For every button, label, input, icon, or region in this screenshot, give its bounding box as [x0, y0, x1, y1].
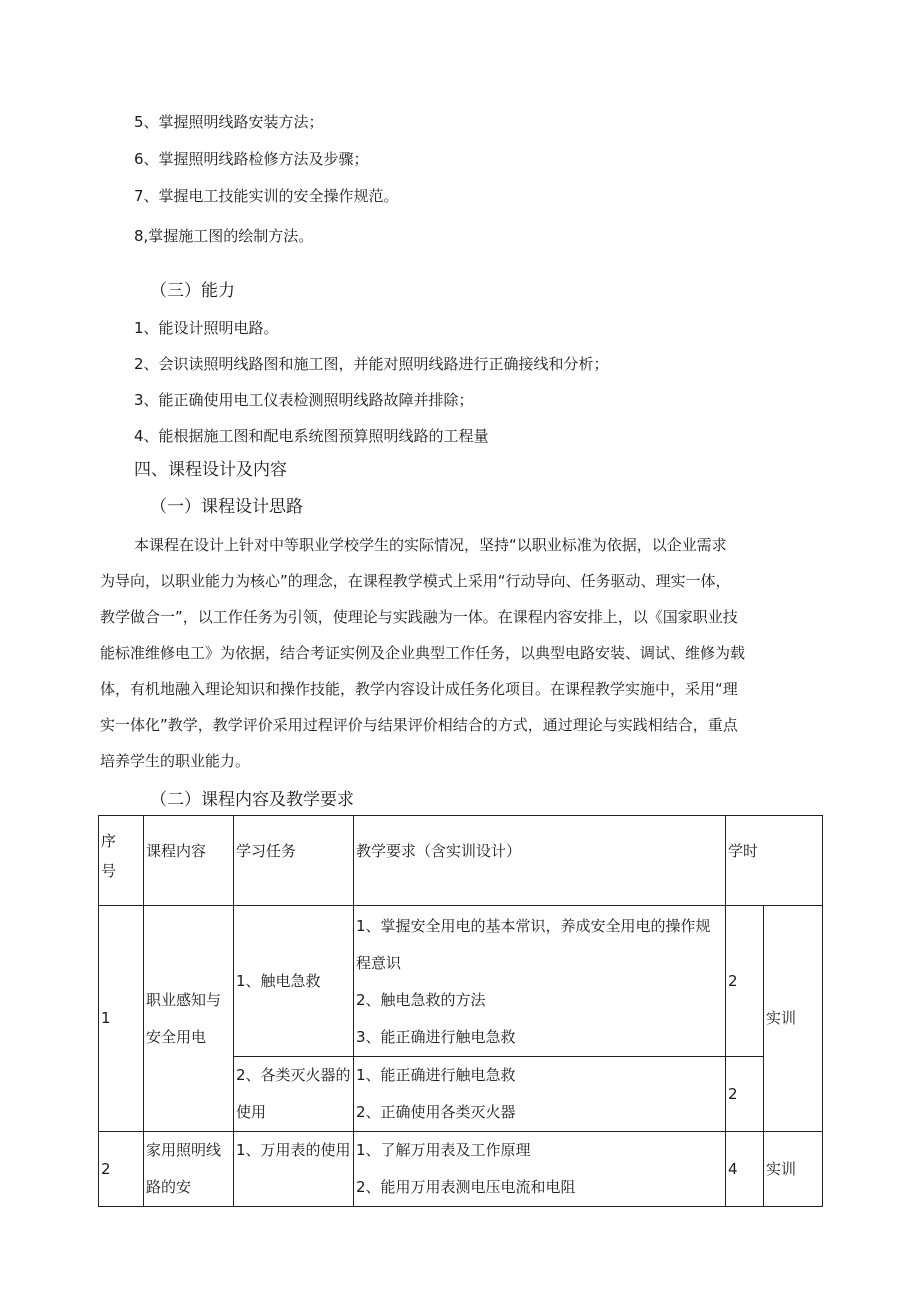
- knowledge-item-5: 5、掌握照明线路安装方法；: [134, 113, 324, 131]
- req-line: 1、能正确进行触电急救: [356, 1066, 516, 1084]
- row1-task1-name: 1、触电急救: [234, 906, 354, 1057]
- row1-type: 实训: [764, 906, 823, 1132]
- row1-task2-hours: 2: [726, 1057, 764, 1132]
- row1-task2-reqs: [354, 1057, 726, 1132]
- row2-type: 实训: [764, 1132, 823, 1207]
- header-requirement-label: 教学要求（含实训设计）: [356, 842, 522, 860]
- table-row: [99, 1132, 823, 1207]
- row2-task1-reqs: [354, 1132, 726, 1207]
- header-task-label: 学习任务: [236, 842, 297, 860]
- header-hours: [726, 816, 823, 906]
- para-line: 能标准维修电工》为依据，结合考证实例及企业典型工作任务，以典型电路安装、调试、维修为载: [100, 644, 746, 662]
- section4-heading: 四、课程设计及内容: [134, 460, 287, 480]
- para-line: 体，有机地融入理论知识和操作技能，教学内容设计成任务化项目。在课程教学实施中，采用“理: [100, 680, 738, 698]
- req-line: 2、触电急救的方法: [356, 991, 486, 1009]
- req-line: 1、掌握安全用电的基本常识，养成安全用电的操作规程意识: [356, 917, 711, 972]
- header-seq-line: 序: [101, 832, 117, 850]
- header-hours-label: 学时: [728, 842, 759, 860]
- ability-item-2: 2、会识读照明线路图和施工图，并能对照明线路进行正确接线和分析；: [134, 355, 609, 373]
- para-line: 培养学生的职业能力。: [100, 752, 251, 770]
- design-paragraph: [100, 527, 822, 779]
- para-line: 本课程在设计上针对中等职业学校学生的实际情况，坚持“以职业标准为依据，以企业需求: [134, 536, 727, 554]
- table-row: [99, 906, 823, 1057]
- header-content: [144, 816, 234, 906]
- header-seq-line: 号: [101, 862, 117, 880]
- knowledge-item-6: 6、掌握照明线路检修方法及步骤；: [134, 150, 369, 168]
- ability-item-1: 1、能设计照明电路。: [134, 319, 279, 337]
- content-requirements-heading: （二）课程内容及教学要求: [150, 790, 354, 810]
- knowledge-item-8: 8,掌握施工图的绘制方法。: [134, 227, 314, 245]
- row2-content: 家用照明线路的安: [144, 1132, 234, 1207]
- table-header-row: [99, 816, 823, 906]
- req-line: 1、了解万用表及工作原理: [356, 1141, 531, 1159]
- para-line: 教学做合一”，以工作任务为引领，使理论与实践融为一体。在课程内容安排上，以《国家职业技: [100, 608, 738, 626]
- header-task: [234, 816, 354, 906]
- ability-heading: （三）能力: [150, 281, 235, 301]
- req-line: 3、能正确进行触电急救: [356, 1028, 516, 1046]
- row2-task1-hours: 4: [726, 1132, 764, 1207]
- knowledge-item-7: 7、掌握电工技能实训的安全操作规范。: [134, 187, 399, 205]
- para-line: 实一体化”教学，教学评价采用过程评价与结果评价相结合的方式，通过理论与实践相结合，重点: [100, 716, 738, 734]
- row1-task2-name: 2、各类灭火器的使用: [234, 1057, 354, 1132]
- row1-seq: 1: [99, 906, 144, 1132]
- row2-task1-name: 1、万用表的使用: [234, 1132, 354, 1207]
- header-requirement: [354, 816, 726, 906]
- req-line: 2、正确使用各类灭火器: [356, 1103, 516, 1121]
- row1-content: 职业感知与安全用电: [144, 906, 234, 1132]
- design-idea-heading: （一）课程设计思路: [150, 497, 303, 517]
- header-content-label: 课程内容: [146, 842, 207, 860]
- row1-task1-hours: 2: [726, 906, 764, 1057]
- header-seq: [99, 816, 144, 906]
- req-line: 2、能用万用表测电压电流和电阻: [356, 1178, 576, 1196]
- row1-task1-reqs: [354, 906, 726, 1057]
- ability-item-4: 4、能根据施工图和配电系统图预算照明线路的工程量: [134, 427, 489, 445]
- row2-seq: 2: [99, 1132, 144, 1207]
- course-content-table: [98, 815, 823, 1207]
- ability-item-3: 3、能正确使用电工仪表检测照明线路故障并排除；: [134, 391, 474, 409]
- para-line: 为导向，以职业能力为核心”的理念，在课程教学模式上采用“行动导向、任务驱动、理实一体，: [100, 572, 731, 590]
